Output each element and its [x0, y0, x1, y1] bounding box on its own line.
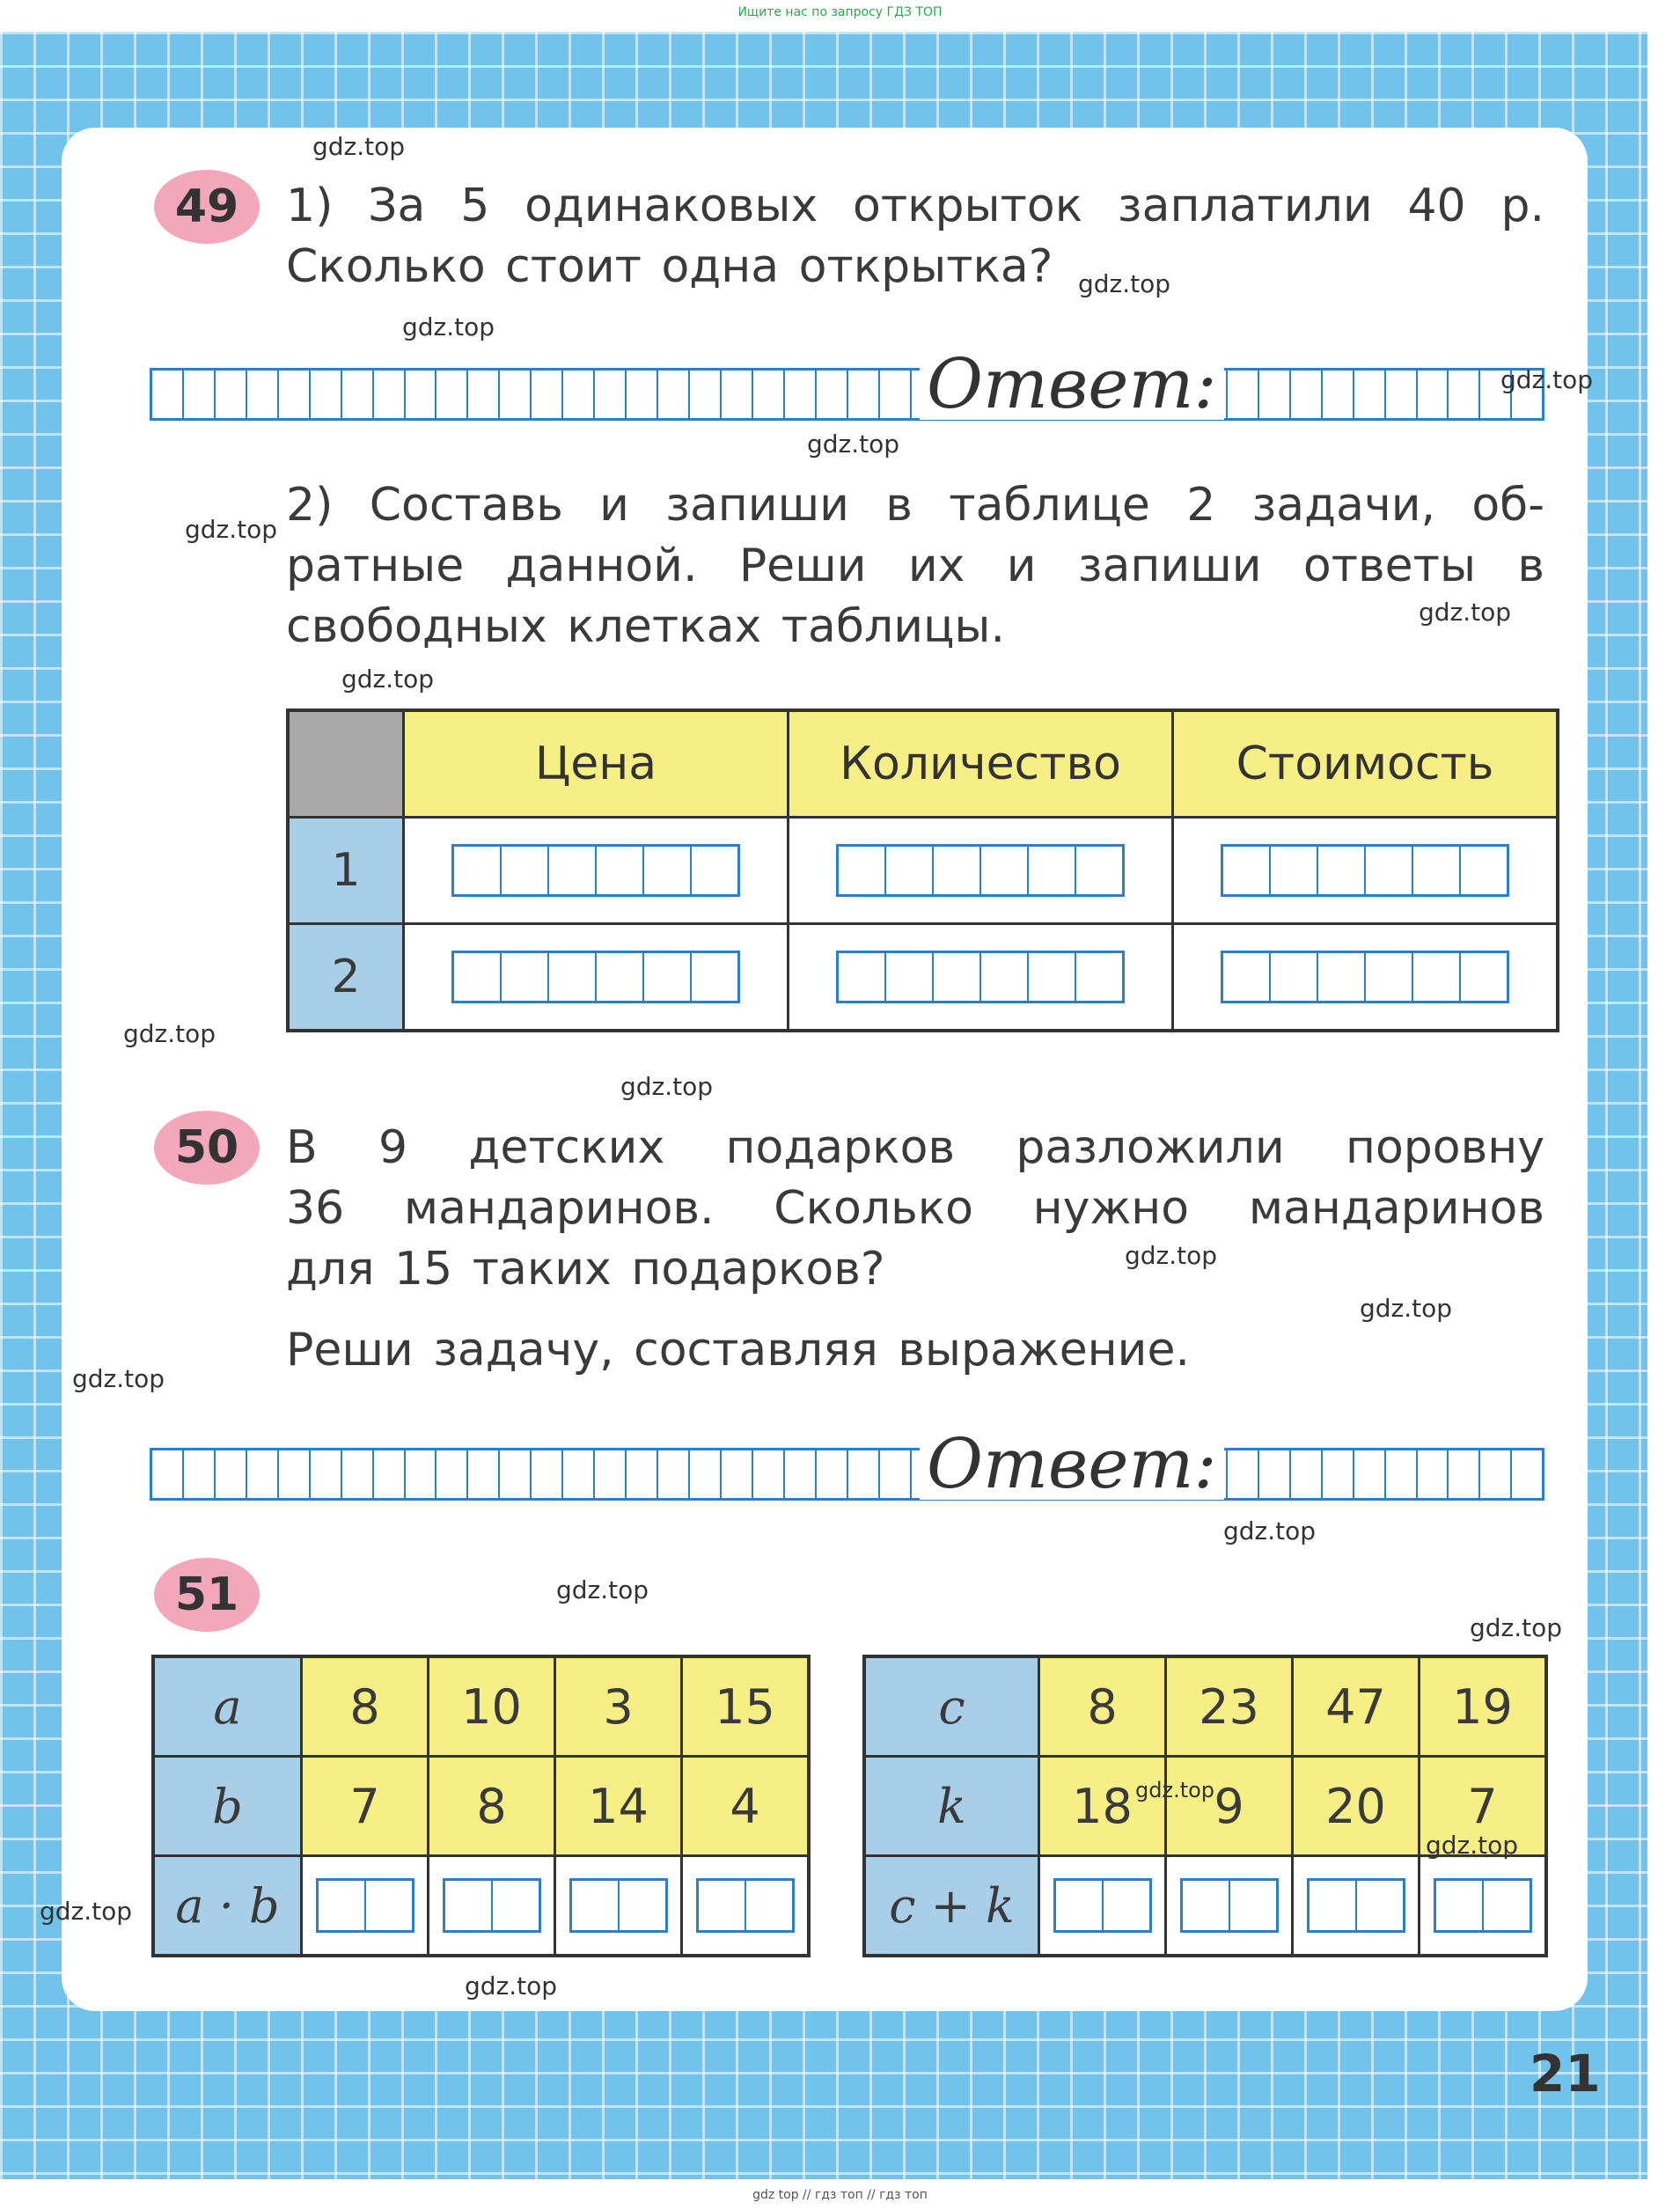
- task-49-part2-line1: 2) Составь и запиши в таблице 2 задачи, об-: [286, 479, 1544, 532]
- answer-cell[interactable]: [555, 1856, 682, 1957]
- answer-cell[interactable]: [682, 1856, 810, 1957]
- watermark: gdz.top: [341, 664, 435, 694]
- watermark: gdz.top: [1426, 1831, 1519, 1860]
- label-c-plus-k: c + k: [864, 1856, 1039, 1957]
- task-51-table-right: [862, 1655, 1548, 1957]
- task-49-badge: [154, 170, 260, 244]
- watermark: gdz.top: [1500, 365, 1594, 394]
- watermark: gdz.top: [312, 132, 406, 161]
- value-b-2: 8: [429, 1757, 555, 1856]
- value-k-1: 18: [1039, 1757, 1166, 1856]
- watermark: gdz.top: [620, 1072, 714, 1101]
- row-label-2: 2: [288, 924, 404, 1032]
- watermark: gdz.top: [72, 1364, 165, 1393]
- answer-cell[interactable]: [302, 1856, 429, 1957]
- watermark: gdz.top: [465, 1971, 558, 2001]
- watermark: gdz.top: [1360, 1294, 1453, 1323]
- watermark: gdz.top: [40, 1897, 133, 1926]
- answer-cell[interactable]: [789, 924, 1173, 1032]
- answer-cell[interactable]: [429, 1856, 555, 1957]
- label-k: k: [864, 1757, 1039, 1856]
- answer-cell[interactable]: [404, 818, 789, 924]
- table-corner: [288, 710, 404, 818]
- label-a: a: [153, 1656, 302, 1757]
- watermark: gdz.top: [1125, 1241, 1218, 1270]
- watermark: gdz.top: [123, 1019, 216, 1048]
- task-50-line4: Реши задачу, составляя выражение.: [286, 1324, 1190, 1377]
- watermark: gdz.top: [807, 430, 900, 459]
- task-50-badge: [154, 1111, 260, 1185]
- task-49-part2-line3: свободных клетках таблицы.: [286, 600, 1005, 653]
- task-50-line2: 36 мандаринов. Сколько нужно мандаринов: [286, 1182, 1544, 1235]
- value-a-1: 8: [302, 1656, 429, 1757]
- watermark: gdz.top: [185, 515, 278, 544]
- value-c-3: 47: [1293, 1656, 1420, 1757]
- header-cost: Стоимость: [1173, 710, 1559, 818]
- value-c-1: 8: [1039, 1656, 1166, 1757]
- header-note: Ищите нас по запросу ГДЗ ТОП: [737, 5, 943, 19]
- answer-cell[interactable]: [1039, 1856, 1166, 1957]
- answer-cell[interactable]: [1293, 1856, 1420, 1957]
- value-a-3: 3: [555, 1656, 682, 1757]
- task-50-line1: В 9 детских подарков разложили поровну: [286, 1121, 1544, 1174]
- value-b-4: 4: [682, 1757, 810, 1856]
- watermark: gdz.top: [402, 312, 495, 341]
- value-k-2: 9: [1166, 1757, 1293, 1856]
- page-number: 21: [1530, 2044, 1601, 2104]
- answer-label-50: Ответ:: [920, 1429, 1224, 1500]
- footer-note: gdz top // гдз топ // гдз топ: [752, 2188, 928, 2202]
- task-49-part1-line2: Сколько стоит одна открытка?: [286, 240, 1053, 293]
- answer-cell[interactable]: [1166, 1856, 1293, 1957]
- value-c-2: 23: [1166, 1656, 1293, 1757]
- label-c: c: [864, 1656, 1039, 1757]
- task-51-number: 51: [174, 1568, 239, 1621]
- answer-cell[interactable]: [1420, 1856, 1547, 1957]
- watermark: gdz.top: [556, 1575, 649, 1604]
- task-51-badge: [154, 1558, 260, 1632]
- task-50-line3: для 15 таких подарков?: [286, 1243, 885, 1296]
- watermark: gdz.top: [1078, 269, 1171, 298]
- answer-cell[interactable]: [1173, 818, 1559, 924]
- watermark: gdz.top: [1135, 1778, 1215, 1803]
- task-49-number: 49: [174, 180, 239, 233]
- answer-label-49: Ответ:: [920, 349, 1224, 420]
- row-label-1: 1: [288, 818, 404, 924]
- label-b: b: [153, 1757, 302, 1856]
- watermark: gdz.top: [1470, 1613, 1563, 1642]
- task-49-table: [286, 709, 1559, 1032]
- value-b-3: 14: [555, 1757, 682, 1856]
- header-price: Цена: [404, 710, 789, 818]
- answer-cell[interactable]: [789, 818, 1173, 924]
- watermark: gdz.top: [1223, 1516, 1317, 1546]
- task-51-table-left: [151, 1655, 811, 1957]
- answer-cell[interactable]: [1173, 924, 1559, 1032]
- value-k-3: 20: [1293, 1757, 1420, 1856]
- answer-strip-50[interactable]: [150, 1448, 1544, 1501]
- answer-strip-49[interactable]: [150, 368, 1544, 421]
- task-50-number: 50: [174, 1121, 239, 1174]
- value-b-1: 7: [302, 1757, 429, 1856]
- value-k-4: 7: [1420, 1757, 1547, 1856]
- answer-cell[interactable]: [404, 924, 789, 1032]
- watermark: gdz.top: [1419, 598, 1512, 627]
- label-a-times-b: a · b: [153, 1856, 302, 1957]
- value-c-4: 19: [1420, 1656, 1547, 1757]
- task-49-part1-line1: 1) За 5 одинаковых открыток заплатили 40 р.: [286, 180, 1544, 232]
- header-quantity: Количество: [789, 710, 1173, 818]
- task-49-part2-line2: ратные данной. Реши их и запиши ответы в: [286, 540, 1544, 592]
- value-a-4: 15: [682, 1656, 810, 1757]
- value-a-2: 10: [429, 1656, 555, 1757]
